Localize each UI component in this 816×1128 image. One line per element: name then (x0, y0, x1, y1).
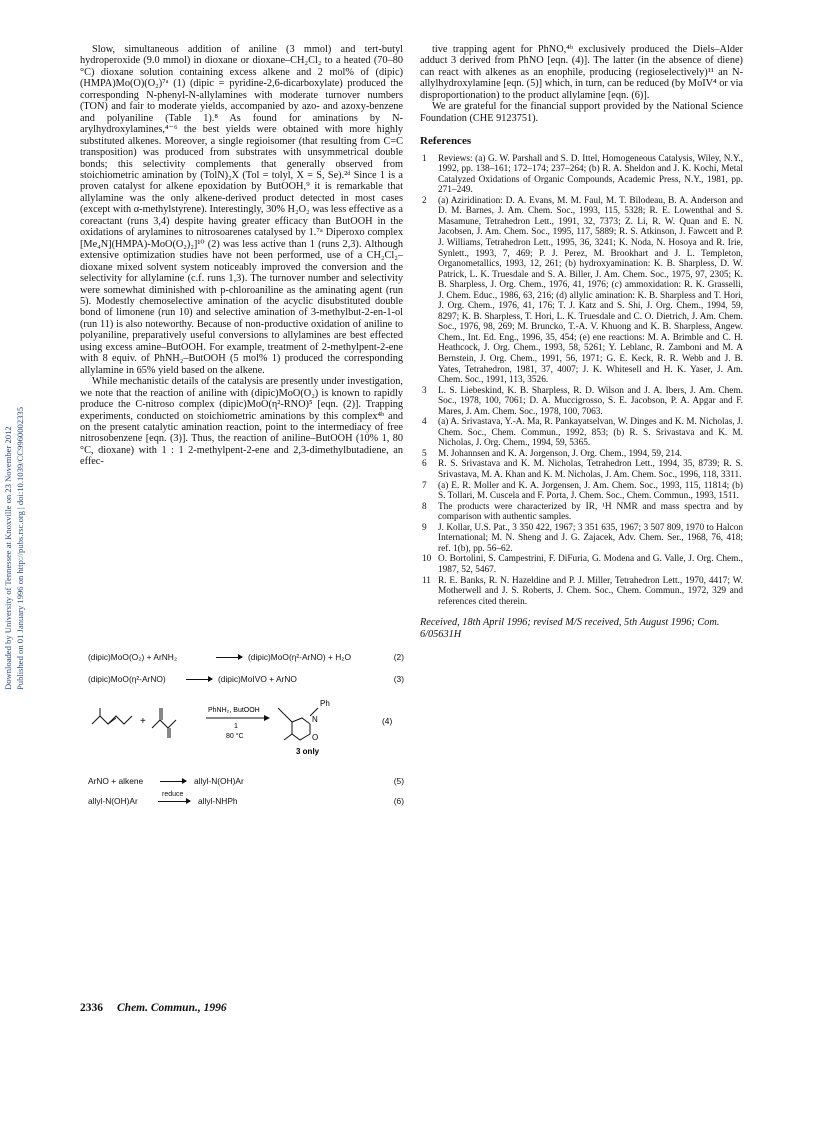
eq6-rhs: allyl-NHPh (198, 796, 238, 806)
body-paragraph-1: Slow, simultaneous addition of aniline (3 mmol) and tert-butyl hydroperoxide (9.0 mmol) in dioxane or dioxane–CH₂Cl₂ to a heated (70–80 °C) dioxane solution containing excess alkene and 2 mol% of (dipic)(HMPA)Mo(O)(O₂)⁷ᵃ (1) (dipic = pyridine-2,6-dicarboxylate) produced the corresponding N-phenyl-N-allylamines with moderate turnover numbers (TON) and fair to moderate yields, accompanied by azo- and azoxy-benzene and polyaniline (Table 1).⁸ As found for aminations by N-arylhydroxylamines,⁴⁻⁶ the best yields were obtained with more highly substituted alkenes. Moreover, a single regioisomer (that resulting from C=C transposition) was produced from substrates with unsymmetrical double bonds; this selectivity complements that generally observed from stoichiometric amination by (TolN)₂X (Tol = tolyl, X = S, Se).²ᵈ Since 1 is a proven catalyst for alkene epoxidation by ButOOH,⁹ it is remarkable that allylamine was the only alkene-derived product detected in most cases (except with α-methylstyrene). Interestingly, 30% H₂O₂ was less effective as a coreactant (runs 3,4) despite having greater efficacy than ButOOH in the oxidations of arylamines to nitrosoarenes catalysed by 1.⁷ᵃ Diperoxo complex [Me₄N](HMPA)-MoO(O₂)₂]¹⁰ (2) was less active than 1 (runs 2,3). Although extensive optimization studies have not been performed, use of a CH₂Cl₂–dioxane mixed solvent system noticeably improved the conversion and the selectivity for allylamine (c.f. runs 1,3). The turnover number and selectivity were somewhat diminished with p-chloroaniline as the aminating agent (run 5). Modestly chemoselective amination of the acyclic disubstituted double bond of limonene (run 10) and selective amination of 3-methylbut-2-en-1-ol (run 11) is also noteworthy. Because of non-productive oxidation of aniline to polyaniline, preparatively useful conversions to allylamines are best effected using excess amine–ButOOH. For example, treatment of 2-methylpent-2-ene with 8 equiv. of PhNH₂–ButOOH (5 mol% 1) produced the corresponding allylamine in 65% yield based on the alkene. (80, 44, 403, 376)
plus-sign: + (140, 716, 146, 727)
download-line: Downloaded by University of Tennessee at Knoxville on 23 November 2012 (3, 426, 13, 690)
eq5-lhs: ArNO + alkene (88, 776, 144, 786)
references-list (420, 154, 743, 608)
acknowledgement: We are grateful for the financial support provided by the National Science Foundation (CHE 9123751). (420, 101, 743, 124)
eq2-number: (2) (393, 652, 404, 662)
eq2-rhs: (dipic)MoO(η²-ArNO) + H₂O (248, 652, 352, 662)
eq2-arrow (216, 657, 242, 658)
eq3-rhs: (dipic)MoIVO + ArNO (218, 674, 297, 684)
page-number: 2336 (80, 1002, 103, 1014)
received-dates: Received, 18th April 1996; revised M/S received, 5th August 1996; Com. 6/05631H (420, 617, 720, 640)
reference-item: 6 R. S. Srivastava and K. M. Nicholas, Tetrahedron Lett., 1994, 35, 8739; R. S. Srivastava, M. A. Khan and K. M. Nicholas, J. Am. Chem. Soc., 1996, 118, 3311. (422, 459, 743, 481)
references-heading: References (420, 135, 472, 148)
eq6-over: reduce (162, 791, 184, 798)
alkene-structure (92, 708, 132, 724)
equation-5 (88, 776, 408, 790)
equation-3 (88, 674, 408, 688)
doi-line[interactable]: Published on 01 January 1996 on http://pubs.rsc.org | doi:10.1039/CC9960002335 (15, 406, 25, 690)
eq5-arrow (160, 781, 186, 782)
body-paragraph-2: While mechanistic details of the catalysis are presently under investigation, we note that the reaction of aniline with (dipic)MoO(O₂) is known to rapidly produce the C-nitroso complex (dipic)MoO(η²-RNO)⁵ [eqn. (2)]. Trapping experiments, conducted on stoichiometric aminations by this complex⁴ᵇ and on the present catalytic amination reaction, point to the intermediacy of free nitrosobenzene [eqn. (3)]. Thus, the reaction of aniline–ButOOH (10% 1, 80 °C, dioxane) with 1 : 1 2-methylpent-2-ene and 2,3-dimethylbutadiene, an effec- (80, 376, 403, 468)
eq4-n-label: N (312, 715, 318, 724)
eq4-cond-top: PhNH₂, ButOOH (208, 707, 260, 714)
journal-name: Chem. Commun., 1996 (117, 1002, 227, 1014)
eq2-lhs: (dipic)MoO(O₂) + ArNH₂ (88, 652, 178, 662)
eq3-number: (3) (393, 674, 404, 684)
eq4-o-label: O (312, 733, 319, 742)
diene-structure (152, 708, 176, 738)
eq4-arrowhead (264, 715, 270, 721)
reference-item: 10 O. Bortolini, S. Campestrini, F. DiFuria, G. Modena and G. Valle, J. Org. Chem., 1987, 52, 5467. (422, 554, 743, 575)
eq3-lhs: (dipic)MoO(η²-ArNO) (88, 674, 166, 684)
reference-item: 4 (a) A. Srivastava, Y.-A. Ma, R. Pankayatselvan, W. Dinges and K. M. Nicholas, J. Chem. Soc., Chem. Commun., 1992, 853; (b) R. S. Srivastava and K. M. Nicholas, J. Org. Chem., 1994, 59, 5365. (422, 417, 743, 449)
left-column (80, 44, 403, 468)
eq5-number: (5) (393, 776, 404, 786)
eq4-product-label: 3 only (296, 747, 320, 756)
eq3-arrow (186, 679, 212, 680)
eq4-ph-label: Ph (320, 699, 330, 708)
diels-alder-scheme (88, 694, 408, 758)
right-column (420, 44, 743, 640)
reference-item: 8 The products were characterized by IR, ¹H NMR and mass spectra and by comparison with authentic samples. (422, 501, 743, 523)
reference-item: 1 Reviews: (a) G. W. Parshall and S. D. Ittel, Homogeneous Catalysis, Wiley, N.Y., 1992, pp. 138–161; 172–174; 237–264; (b) R. A. Sheldon and J. K. Kochi, Metal Catalyzed Oxidations of Organic Compounds, Academic Press, N.Y., 1981, pp. 271–249. (422, 153, 743, 196)
reference-item: 2 (a) Aziridination: D. A. Evans, M. M. Faul, M. T. Bilodeau, B. A. Anderson and D. M. Barnes, J. Am. Chem. Soc., 1993, 115, 5328; R. E. Lowenthal and S. Masamune, Tetrahedron Lett., 1991, 32, 7373; Z. Li, R. W. Quan and E. N. Jacobsen, J. Am. Chem. Soc., 1995, 117, 5889; R. S. Atkinson, J. Fawcett and P. J. Williams, Tetrahedron Lett., 1995, 36, 3241; K. Noda, N. Hosoya and R. Irie, Synlett., 1993, 7, 469; P. J. Perez, M. Brookhart and J. L. Templeton, Organometallics, 1993, 12, 261; (b) hydroxyamination: K. B. Sharpless, D. W. Patrick, L. K. Truesdale and S. A. Biller, J. Am. Chem. Soc., 1975, 97, 2305; K. B. Sharpless, J. Org. Chem., 1976, 41, 1976; (c) ammoxidation: R. K. Grasselli, J. Chem. Educ., 1986, 63, 216; (d) allylic amination: K. B. Sharpless and T. Hori, J. Org. Chem., 1976, 41, 176; T. J. Katz and S. Shi, J. Org. Chem., 1994, 59, 8297; K. B. Sharpless, T. Hori, L. K. Truesdale and C. O. Dietrich, J. Am. Chem. Soc., 1976, 98, 269; M. Bruncko, T.-A. V. Khuong and K. B. Sharpless, Angew. Chem., Int. Ed. Eng., 1996, 35, 454; (e) ene reactions: M. A. Brimble and C. H. Heathcock, J. Org. Chem., 1993, 58, 5261; Y. Leblanc, R. Zamboni and M. A Bernstein, J. Org. Chem., 1991, 56, 1971; G. E. Keck, R. R. Webb and J. B. Yates, Tetrahedron, 1981, 37, 4007; J. K. Whitesell and H. K. Yaser, J. Am. Chem. Soc., 1991, 113, 3526. (422, 195, 743, 386)
reference-item: 9 J. Kollar, U.S. Pat., 3 350 422, 1967; 3 351 635, 1967; 3 507 809, 1970 to Halcon International; M. N. Sheng and J. G. Zajacek, Adv. Chem. Ser., 1968, 76, 418; ref. 1(b), pp. 56–62. (422, 522, 743, 554)
eq6-number: (6) (393, 796, 404, 806)
eq6-arrow (158, 801, 190, 802)
reference-item: 3 L. S. Liebeskind, K. B. Sharpless, R. D. Wilson and J. A. Ibers, J. Am. Chem. Soc., 1978, 100, 7061; D. A. Muccigrosso, S. E. Jacobson, P. A. Apgar and F. Mares, J. Am. Chem. Soc., 1978, 100, 7063. (422, 385, 743, 417)
right-paragraph-1: tive trapping agent for PhNO,⁴ᵇ exclusively produced the Diels–Alder adduct 3 derived from PhNO [eqn. (4)]. The latter (in the absence of diene) can react with alkenes as an enophile, producing (regioselectively)¹¹ an N-allylhydroxylamine [eqn. (5)] which, in turn, can be reduced (by MoIV⁴ or via disproportionation) to the product allylamine [eqn. (6)]. (420, 44, 743, 101)
download-sidebar (2, 330, 28, 690)
eq4-cond-bot: 80 °C (226, 733, 244, 740)
page-footer (80, 1002, 227, 1014)
eq4-number: (4) (382, 716, 393, 726)
eq4-cond-mid: 1 (234, 723, 238, 730)
equation-6 (88, 791, 408, 810)
reference-item: 11 R. E. Banks, R. N. Hazeldine and P. J. Miller, Tetrahedron Lett., 1970, 4417; W. Motherwell and J. S. Roberts, J. Chem. Soc., Chem. Commun., 1972, 329 and references cited therein. (422, 575, 743, 607)
eq5-rhs: allyl-N(OH)Ar (194, 776, 244, 786)
reference-item: 5 M. Johannsen and K. A. Jorgenson, J. Org. Chem., 1994, 59, 214. (422, 448, 682, 459)
equation-2 (88, 652, 408, 666)
reference-item: 7 (a) E. R. Moller and K. A. Jorgensen, J. Am. Chem. Soc., 1993, 115, 11814; (b) S. Tollari, M. Cuscela and F. Porta, J. Chem. Soc., Chem. Commun., 1993, 1511. (422, 480, 743, 502)
eq6-lhs: allyl-N(OH)Ar (88, 796, 138, 806)
